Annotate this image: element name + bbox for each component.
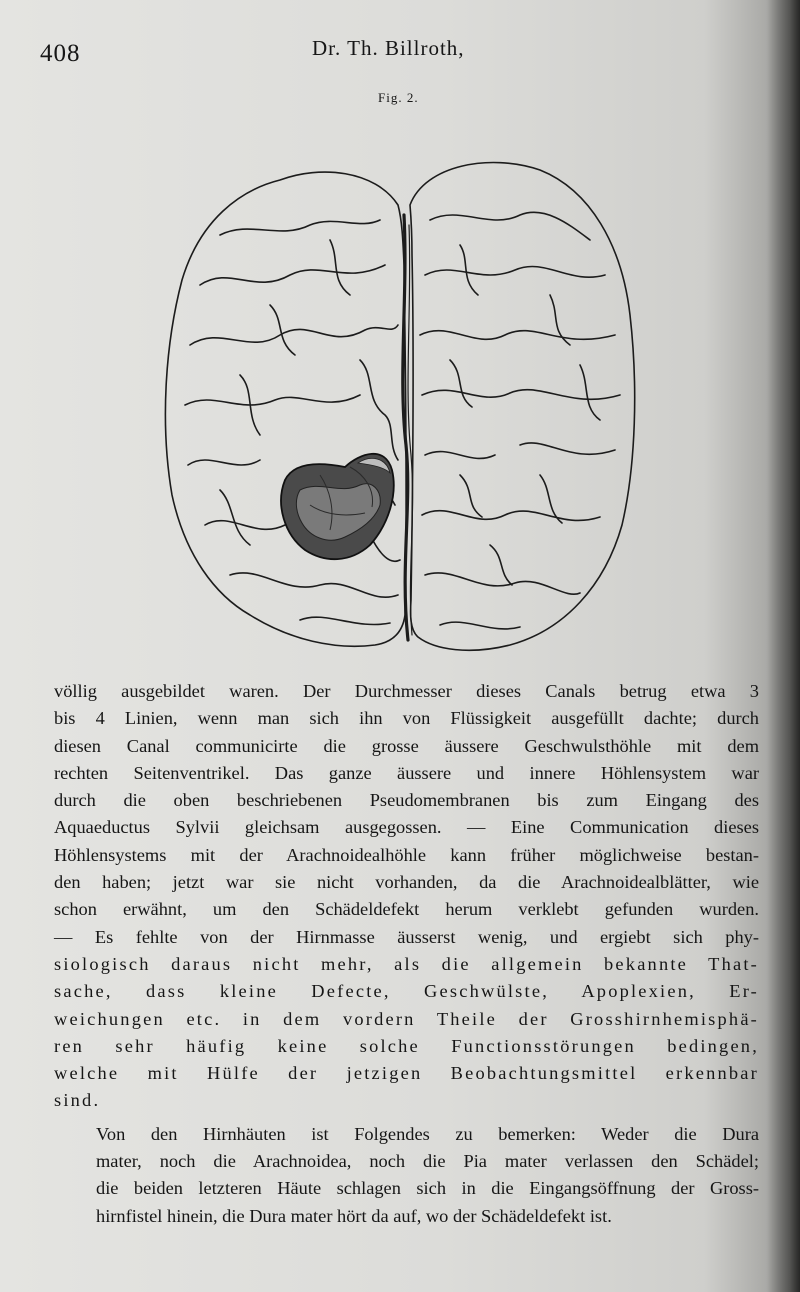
text-line-spaced: weichungen etc. in dem vordern Theile der Grosshirnhemisphä- (54, 1008, 759, 1029)
right-hemisphere (410, 163, 635, 651)
text-line: diesen Canal communicirte die grosse äussere Geschwulsthöhle mit dem (54, 735, 759, 756)
left-hemisphere (165, 172, 406, 646)
text-line-spaced: welche mit Hülfe der jetzigen Beobachtungsmittel erkennbar (54, 1063, 759, 1084)
text-line-spaced: sind. (54, 1090, 101, 1111)
body-text (54, 678, 759, 1230)
text-line: hirnfistel hinein, die Dura mater hört da auf, wo der Schädeldefekt ist. (96, 1205, 612, 1226)
paragraph-1 (54, 678, 759, 1115)
text-line: schon erwähnt, um den Schädeldefekt herum verklebt gefunden wurden. (54, 899, 759, 920)
fissure (403, 215, 408, 640)
text-line: durch die oben beschriebenen Pseudomembranen bis zum Eingang des (54, 790, 759, 811)
figure-label: Fig. 2. (378, 90, 419, 105)
running-head: Dr. Th. Billroth, (312, 36, 465, 60)
text-line: die beiden letzteren Häute schlagen sich in die Eingangsöffnung der Gross- (96, 1178, 759, 1199)
text-line: völlig ausgebildet waren. Der Durchmesser dieses Canals betrug etwa 3 (54, 681, 759, 701)
paragraph-2 (54, 1121, 759, 1230)
text-line: bis 4 Linien, wenn man sich ihn von Flüssigkeit ausgefüllt dachte; durch (54, 708, 759, 729)
text-line: den haben; jetzt war sie nicht vorhanden, da die Arachnoidealblätter, wie (54, 872, 759, 893)
text-line: Höhlensystems mit der Arachnoidealhöhle kann früher möglichweise bestan- (54, 844, 759, 865)
text-line: Aquaeductus Sylvii gleichsam ausgegossen. — Eine Communication dieses (54, 817, 759, 838)
text-line: mater, noch die Arachnoidea, noch die Pia mater verlassen den Schädel; (96, 1151, 759, 1172)
text-line-spaced: sache, dass kleine Defecte, Geschwülste, Apoplexien, Er- (54, 981, 759, 1002)
text-line: Von den Hirnhäuten ist Folgendes zu bemerken: Weder die Dura (96, 1123, 759, 1144)
brain-illustration (160, 145, 640, 665)
skull-defect-lesion (281, 454, 394, 559)
brain-drawing (160, 145, 640, 665)
text-line: rechten Seitenventrikel. Das ganze äussere und innere Höhlensystem war (54, 762, 759, 783)
binding-shadow (766, 0, 800, 1292)
text-line-spaced: siologisch daraus nicht mehr, als die allgemein bekannte That- (54, 953, 759, 974)
text-line-spaced: ren sehr häufig keine solche Functionsstörungen bedingen, (54, 1035, 759, 1056)
text-line: — Es fehlte von der Hirnmasse äusserst wenig, und ergiebt sich phy- (54, 926, 759, 947)
page-number: 408 (40, 40, 81, 67)
